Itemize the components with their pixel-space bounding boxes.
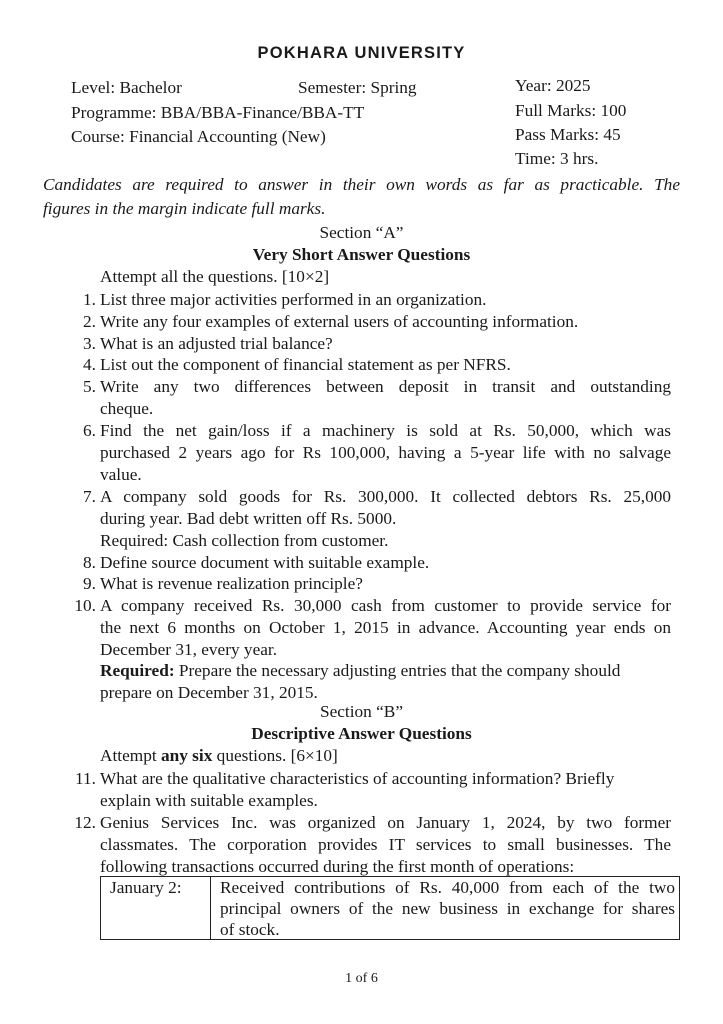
- transaction-date: January 2:: [101, 877, 211, 939]
- transactions-table: [100, 876, 680, 940]
- attempt-pre: Attempt: [100, 746, 161, 765]
- question-text: during year. Bad debt written off Rs. 5000.: [100, 508, 397, 528]
- question-number: 10.: [74, 596, 96, 615]
- question-text: Write any two differences between deposit in transit and outstanding: [100, 377, 671, 396]
- question-text: prepare on December 31, 2015.: [100, 683, 318, 703]
- question-text: What are the qualitative characteristics of accounting information? Briefly: [100, 769, 615, 788]
- question-number: 12.: [74, 813, 96, 832]
- question-number: 8.: [83, 553, 96, 572]
- section-a-subtitle: Very Short Answer Questions: [252, 245, 471, 264]
- question-text: A company sold goods for Rs. 300,000. It collected debtors Rs. 25,000: [100, 487, 671, 506]
- semester: Semester: Spring: [298, 78, 417, 97]
- question-text: List three major activities performed in an organization.: [100, 290, 487, 309]
- question-text: explain with suitable examples.: [100, 790, 318, 810]
- question-text: December 31, every year.: [100, 639, 278, 659]
- question-text: List out the component of financial statement as per NFRS.: [100, 355, 511, 374]
- question-number: 4.: [83, 355, 96, 374]
- section-a-instructions: Attempt all the questions. [10×2]: [100, 267, 330, 286]
- university-title: POKHARA UNIVERSITY: [257, 44, 466, 62]
- question-text: purchased 2 years ago for Rs 100,000, having a 5-year life with no salvage: [100, 442, 671, 462]
- question-text: cheque.: [100, 398, 154, 418]
- programme: Programme: BBA/BBA-Finance/BBA-TT: [71, 103, 365, 122]
- section-a-title: Section “A”: [319, 223, 404, 242]
- question-text: What is revenue realization principle?: [100, 574, 363, 593]
- question-text: the next 6 months on October 1, 2015 in advance. Accounting year ends on: [100, 617, 671, 637]
- question-text: Required: Cash collection from customer.: [100, 530, 389, 550]
- section-b-subtitle: Descriptive Answer Questions: [251, 724, 472, 743]
- required-label: Required:: [100, 661, 175, 681]
- question-number: 1.: [83, 290, 96, 309]
- transaction-line: principal owners of the new business in exchange for shares: [220, 899, 675, 918]
- required-text: Prepare the necessary adjusting entries that the company should: [174, 661, 621, 681]
- question-number: 3.: [83, 334, 96, 353]
- question-text: value.: [100, 464, 142, 484]
- question-number: 9.: [83, 574, 96, 593]
- question-text: following transactions occurred during the first month of operations:: [100, 856, 575, 876]
- time: Time: 3 hrs.: [515, 149, 599, 168]
- attempt-bold: any six: [160, 746, 213, 765]
- question-text: classmates. The corporation provides IT services to small businesses. The: [100, 834, 671, 854]
- year: Year: 2025: [515, 76, 591, 95]
- question-number: 2.: [83, 312, 96, 331]
- transaction-description: [220, 877, 675, 940]
- question-number: 11.: [75, 769, 96, 788]
- level: Level: Bachelor: [71, 78, 182, 97]
- question-number: 7.: [83, 487, 96, 506]
- question-text: Define source document with suitable example.: [100, 553, 430, 572]
- instructions-line-2: figures in the margin indicate full marks.: [43, 199, 326, 218]
- required-line: [100, 660, 671, 682]
- instructions-line-1: Candidates are required to answer in their own words as far as practicable. The: [43, 175, 680, 194]
- section-b-instructions: [100, 746, 338, 766]
- question-text: Genius Services Inc. was organized on January 1, 2024, by two former: [100, 813, 671, 832]
- transaction-line: of stock.: [220, 920, 280, 939]
- question-text: A company received Rs. 30,000 cash from customer to provide service for: [100, 596, 671, 615]
- question-text: Find the net gain/loss if a machinery is sold at Rs. 50,000, which was: [100, 421, 671, 440]
- question-number: 6.: [83, 421, 96, 440]
- pass-marks: Pass Marks: 45: [515, 125, 621, 144]
- instructions: [43, 173, 680, 221]
- question-text: Write any four examples of external users of accounting information.: [100, 312, 579, 331]
- transaction-line: Received contributions of Rs. 40,000 from each of the two: [220, 878, 675, 897]
- question-text: What is an adjusted trial balance?: [100, 334, 333, 353]
- section-b-title: Section “B”: [319, 702, 404, 721]
- attempt-post: questions. [6×10]: [212, 746, 338, 765]
- full-marks: Full Marks: 100: [515, 101, 627, 120]
- course: Course: Financial Accounting (New): [71, 127, 326, 146]
- page-number: 1 of 6: [345, 971, 378, 986]
- question-number: 5.: [83, 377, 96, 396]
